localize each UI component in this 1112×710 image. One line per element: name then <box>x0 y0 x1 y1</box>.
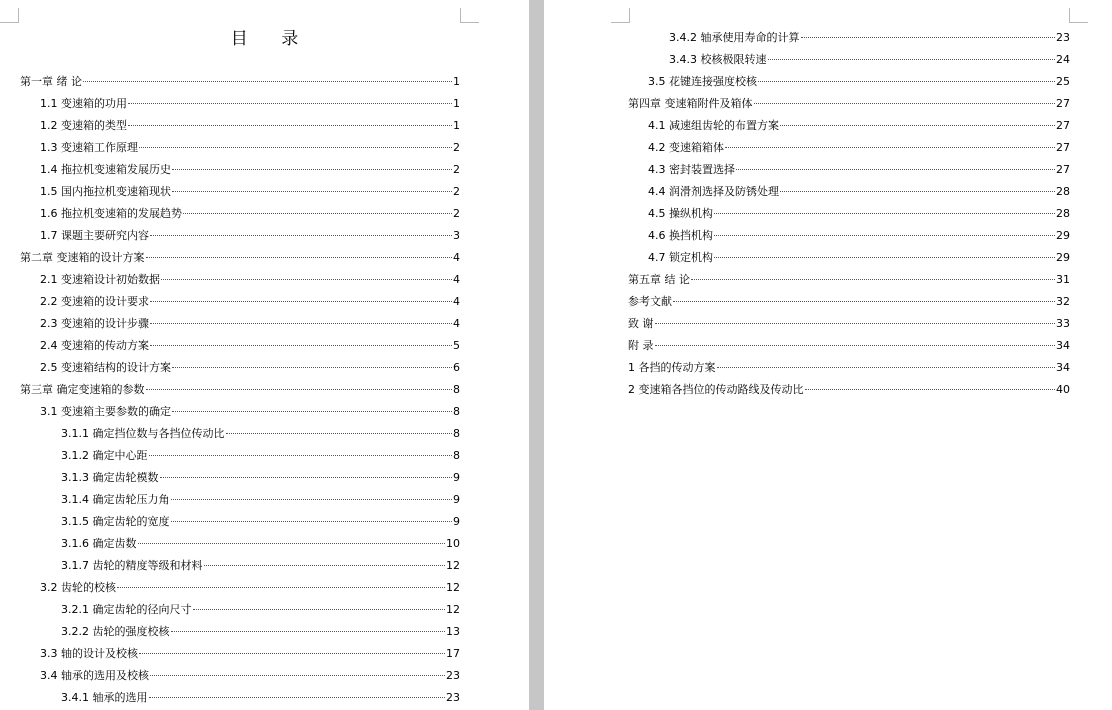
toc-entry-label: 致 谢 <box>628 317 654 330</box>
page-gutter <box>529 0 544 710</box>
toc-entry[interactable] <box>20 225 460 247</box>
toc-entry-page: 13 <box>446 625 460 638</box>
toc-entry-page: 4 <box>453 251 460 264</box>
toc-entry-page: 23 <box>446 669 460 682</box>
toc-entry-label: 3.1.2 确定中心距 <box>61 449 148 462</box>
toc-entry-page: 4 <box>453 273 460 286</box>
toc-entry-label: 2.5 变速箱结构的设计方案 <box>40 361 171 374</box>
toc-entry[interactable] <box>20 467 460 489</box>
toc-entry-page: 27 <box>1056 97 1070 110</box>
toc-entry[interactable] <box>20 687 460 709</box>
toc-entry-label: 3.1 变速箱主要参数的确定 <box>40 405 171 418</box>
toc-entry-label: 4.2 变速箱箱体 <box>648 141 724 154</box>
toc-entry-label: 参考文献 <box>628 295 672 308</box>
toc-entry[interactable] <box>20 313 460 335</box>
toc-entry-label: 第二章 变速箱的设计方案 <box>20 251 145 264</box>
toc-dot-leader <box>146 256 453 258</box>
toc-entry-label: 4.1 减速组齿轮的布置方案 <box>648 119 779 132</box>
toc-entry-label: 1.5 国内拖拉机变速箱现状 <box>40 185 171 198</box>
toc-entry-page: 27 <box>1056 141 1070 154</box>
toc-entry-label: 3.1.4 确定齿轮压力角 <box>61 493 170 506</box>
document-page-left <box>0 0 529 710</box>
page-corner-mark <box>611 8 630 23</box>
toc-entry-label: 3.4 轴承的选用及校核 <box>40 669 149 682</box>
toc-dot-leader <box>780 190 1055 192</box>
toc-entry[interactable] <box>20 577 460 599</box>
toc-entry-page: 29 <box>1056 251 1070 264</box>
toc-title: 目 录 <box>230 29 313 49</box>
toc-dot-leader <box>714 212 1055 214</box>
toc-dot-leader <box>780 124 1055 126</box>
toc-entry-page: 3 <box>453 229 460 242</box>
toc-list-left <box>20 71 460 709</box>
toc-entry-label: 3.1.5 确定齿轮的宽度 <box>61 515 170 528</box>
toc-entry-page: 1 <box>453 97 460 110</box>
toc-dot-leader <box>171 630 446 632</box>
toc-entry-label: 3.4.3 校核极限转速 <box>669 53 767 66</box>
toc-entry[interactable] <box>20 137 460 159</box>
toc-entry[interactable] <box>628 379 1070 401</box>
toc-entry-page: 2 <box>453 141 460 154</box>
toc-entry-page: 34 <box>1056 361 1070 374</box>
toc-entry[interactable] <box>20 555 460 577</box>
toc-entry-page: 40 <box>1056 383 1070 396</box>
toc-dot-leader <box>149 696 446 698</box>
toc-entry-page: 32 <box>1056 295 1070 308</box>
toc-dot-leader <box>183 212 452 214</box>
toc-dot-leader <box>150 344 452 346</box>
toc-entry-page: 2 <box>453 207 460 220</box>
toc-entry[interactable] <box>20 511 460 533</box>
toc-dot-leader <box>193 608 446 610</box>
toc-entry-page: 28 <box>1056 185 1070 198</box>
toc-dot-leader <box>83 80 452 82</box>
toc-entry-page: 34 <box>1056 339 1070 352</box>
toc-entry[interactable] <box>628 49 1070 71</box>
page-corner-mark <box>460 8 479 23</box>
toc-entry-label: 3.1.3 确定齿轮模数 <box>61 471 159 484</box>
toc-dot-leader <box>139 652 445 654</box>
toc-entry[interactable] <box>20 181 460 203</box>
toc-dot-leader <box>736 168 1055 170</box>
toc-entry-page: 10 <box>446 537 460 550</box>
toc-entry-label: 3.1.7 齿轮的精度等级和材料 <box>61 559 203 572</box>
toc-dot-leader <box>691 278 1055 280</box>
toc-entry-label: 3.1.1 确定挡位数与各挡位传动比 <box>61 427 225 440</box>
toc-entry[interactable] <box>628 181 1070 203</box>
toc-dot-leader <box>139 146 452 148</box>
toc-entry[interactable] <box>20 599 460 621</box>
toc-dot-leader <box>717 366 1056 368</box>
toc-entry-page: 33 <box>1056 317 1070 330</box>
toc-entry-page: 28 <box>1056 207 1070 220</box>
toc-entry-page: 5 <box>453 339 460 352</box>
toc-entry[interactable] <box>628 357 1070 379</box>
toc-entry-page: 9 <box>453 471 460 484</box>
toc-entry-label: 3.2.1 确定齿轮的径向尺寸 <box>61 603 192 616</box>
toc-entry[interactable] <box>20 401 460 423</box>
toc-entry-label: 3.1.6 确定齿数 <box>61 537 137 550</box>
toc-dot-leader <box>801 36 1056 38</box>
toc-entry[interactable] <box>20 159 460 181</box>
toc-list-right <box>628 27 1070 401</box>
toc-dot-leader <box>150 322 452 324</box>
toc-dot-leader <box>150 674 445 676</box>
toc-entry-page: 4 <box>453 295 460 308</box>
toc-entry[interactable] <box>20 379 460 401</box>
toc-dot-leader <box>172 410 452 412</box>
toc-dot-leader <box>150 300 452 302</box>
toc-dot-leader <box>171 498 453 500</box>
toc-entry-page: 9 <box>453 515 460 528</box>
toc-entry-label: 3.5 花键连接强度校核 <box>648 75 757 88</box>
toc-entry-label: 第三章 确定变速箱的参数 <box>20 383 145 396</box>
toc-entry[interactable] <box>628 115 1070 137</box>
toc-entry[interactable] <box>628 93 1070 115</box>
toc-entry-page: 8 <box>453 383 460 396</box>
toc-dot-leader <box>172 168 452 170</box>
toc-dot-leader <box>171 520 453 522</box>
page-corner-mark <box>1069 8 1088 23</box>
toc-dot-leader <box>805 388 1056 390</box>
toc-entry-label: 4.4 润滑剂选择及防锈处理 <box>648 185 779 198</box>
toc-entry[interactable] <box>20 621 460 643</box>
toc-entry[interactable] <box>20 357 460 379</box>
toc-entry-label: 1.3 变速箱工作原理 <box>40 141 138 154</box>
toc-entry-label: 3.4.2 轴承使用寿命的计算 <box>669 31 800 44</box>
toc-entry-label: 4.5 操纵机构 <box>648 207 713 220</box>
toc-entry[interactable] <box>628 203 1070 225</box>
toc-entry-page: 12 <box>446 603 460 616</box>
toc-entry-page: 23 <box>1056 31 1070 44</box>
toc-entry[interactable] <box>20 335 460 357</box>
toc-entry[interactable] <box>628 225 1070 247</box>
toc-entry-label: 1.4 拖拉机变速箱发展历史 <box>40 163 171 176</box>
toc-entry[interactable] <box>20 115 460 137</box>
toc-entry-label: 3.2.2 齿轮的强度校核 <box>61 625 170 638</box>
toc-entry[interactable] <box>20 71 460 93</box>
toc-entry-label: 2 变速箱各挡位的传动路线及传动比 <box>628 383 804 396</box>
toc-entry-page: 6 <box>453 361 460 374</box>
toc-entry-page: 2 <box>453 185 460 198</box>
toc-dot-leader <box>655 322 1056 324</box>
toc-entry[interactable] <box>628 159 1070 181</box>
toc-dot-leader <box>714 234 1055 236</box>
toc-dot-leader <box>128 102 452 104</box>
toc-entry-label: 3.3 轴的设计及校核 <box>40 647 138 660</box>
toc-entry[interactable] <box>20 665 460 687</box>
toc-entry-page: 12 <box>446 559 460 572</box>
toc-entry-label: 1.6 拖拉机变速箱的发展趋势 <box>40 207 182 220</box>
toc-dot-leader <box>226 432 453 434</box>
toc-entry[interactable] <box>20 445 460 467</box>
toc-entry[interactable] <box>20 269 460 291</box>
toc-dot-leader <box>714 256 1055 258</box>
toc-entry[interactable] <box>628 269 1070 291</box>
toc-entry[interactable] <box>628 71 1070 93</box>
toc-entry[interactable] <box>628 313 1070 335</box>
toc-entry[interactable] <box>628 335 1070 357</box>
toc-entry-page: 12 <box>446 581 460 594</box>
toc-entry-label: 4.7 锁定机构 <box>648 251 713 264</box>
toc-entry-label: 4.6 换挡机构 <box>648 229 713 242</box>
toc-entry[interactable] <box>628 291 1070 313</box>
toc-entry-label: 2.2 变速箱的设计要求 <box>40 295 149 308</box>
toc-entry-label: 第四章 变速箱附件及箱体 <box>628 97 753 110</box>
toc-entry-page: 8 <box>453 449 460 462</box>
toc-entry-page: 31 <box>1056 273 1070 286</box>
toc-entry-page: 8 <box>453 405 460 418</box>
toc-entry-label: 1.2 变速箱的类型 <box>40 119 127 132</box>
toc-entry-label: 第五章 结 论 <box>628 273 690 286</box>
toc-entry-page: 27 <box>1056 163 1070 176</box>
toc-dot-leader <box>673 300 1055 302</box>
toc-entry-label: 1 各挡的传动方案 <box>628 361 716 374</box>
toc-entry[interactable] <box>20 93 460 115</box>
toc-entry[interactable] <box>20 423 460 445</box>
toc-entry-label: 1.7 课题主要研究内容 <box>40 229 149 242</box>
toc-entry-page: 25 <box>1056 75 1070 88</box>
toc-entry-page: 1 <box>453 75 460 88</box>
toc-dot-leader <box>754 102 1056 104</box>
toc-dot-leader <box>161 278 452 280</box>
toc-entry-page: 23 <box>446 691 460 704</box>
toc-entry[interactable] <box>20 489 460 511</box>
toc-dot-leader <box>150 234 452 236</box>
toc-entry-label: 3.2 齿轮的校核 <box>40 581 116 594</box>
toc-dot-leader <box>768 58 1056 60</box>
toc-entry-page: 17 <box>446 647 460 660</box>
toc-dot-leader <box>149 454 453 456</box>
toc-entry-label: 4.3 密封装置选择 <box>648 163 735 176</box>
toc-entry-page: 2 <box>453 163 460 176</box>
toc-entry-page: 8 <box>453 427 460 440</box>
toc-dot-leader <box>138 542 446 544</box>
toc-dot-leader <box>128 124 452 126</box>
toc-entry[interactable] <box>20 203 460 225</box>
toc-entry-page: 1 <box>453 119 460 132</box>
toc-entry-page: 27 <box>1056 119 1070 132</box>
toc-entry[interactable] <box>628 137 1070 159</box>
toc-entry-page: 24 <box>1056 53 1070 66</box>
toc-entry[interactable] <box>20 247 460 269</box>
toc-entry-label: 第一章 绪 论 <box>20 75 82 88</box>
toc-entry-label: 2.3 变速箱的设计步骤 <box>40 317 149 330</box>
toc-entry[interactable] <box>20 643 460 665</box>
toc-entry-label: 3.4.1 轴承的选用 <box>61 691 148 704</box>
toc-entry-page: 4 <box>453 317 460 330</box>
toc-entry[interactable] <box>628 27 1070 49</box>
toc-dot-leader <box>172 190 452 192</box>
toc-dot-leader <box>146 388 453 390</box>
toc-entry[interactable] <box>20 533 460 555</box>
toc-dot-leader <box>172 366 452 368</box>
toc-dot-leader <box>725 146 1055 148</box>
page-corner-mark <box>0 8 19 23</box>
toc-entry-page: 29 <box>1056 229 1070 242</box>
toc-dot-leader <box>117 586 445 588</box>
toc-entry[interactable] <box>20 291 460 313</box>
document-page-right <box>544 0 1112 710</box>
toc-entry-label: 2.4 变速箱的传动方案 <box>40 339 149 352</box>
toc-entry-label: 附 录 <box>628 339 654 352</box>
toc-entry-label: 2.1 变速箱设计初始数据 <box>40 273 160 286</box>
toc-dot-leader <box>160 476 453 478</box>
toc-entry[interactable] <box>628 247 1070 269</box>
toc-dot-leader <box>758 80 1055 82</box>
toc-dot-leader <box>204 564 446 566</box>
toc-entry-page: 9 <box>453 493 460 506</box>
toc-entry-label: 1.1 变速箱的功用 <box>40 97 127 110</box>
toc-dot-leader <box>655 344 1056 346</box>
